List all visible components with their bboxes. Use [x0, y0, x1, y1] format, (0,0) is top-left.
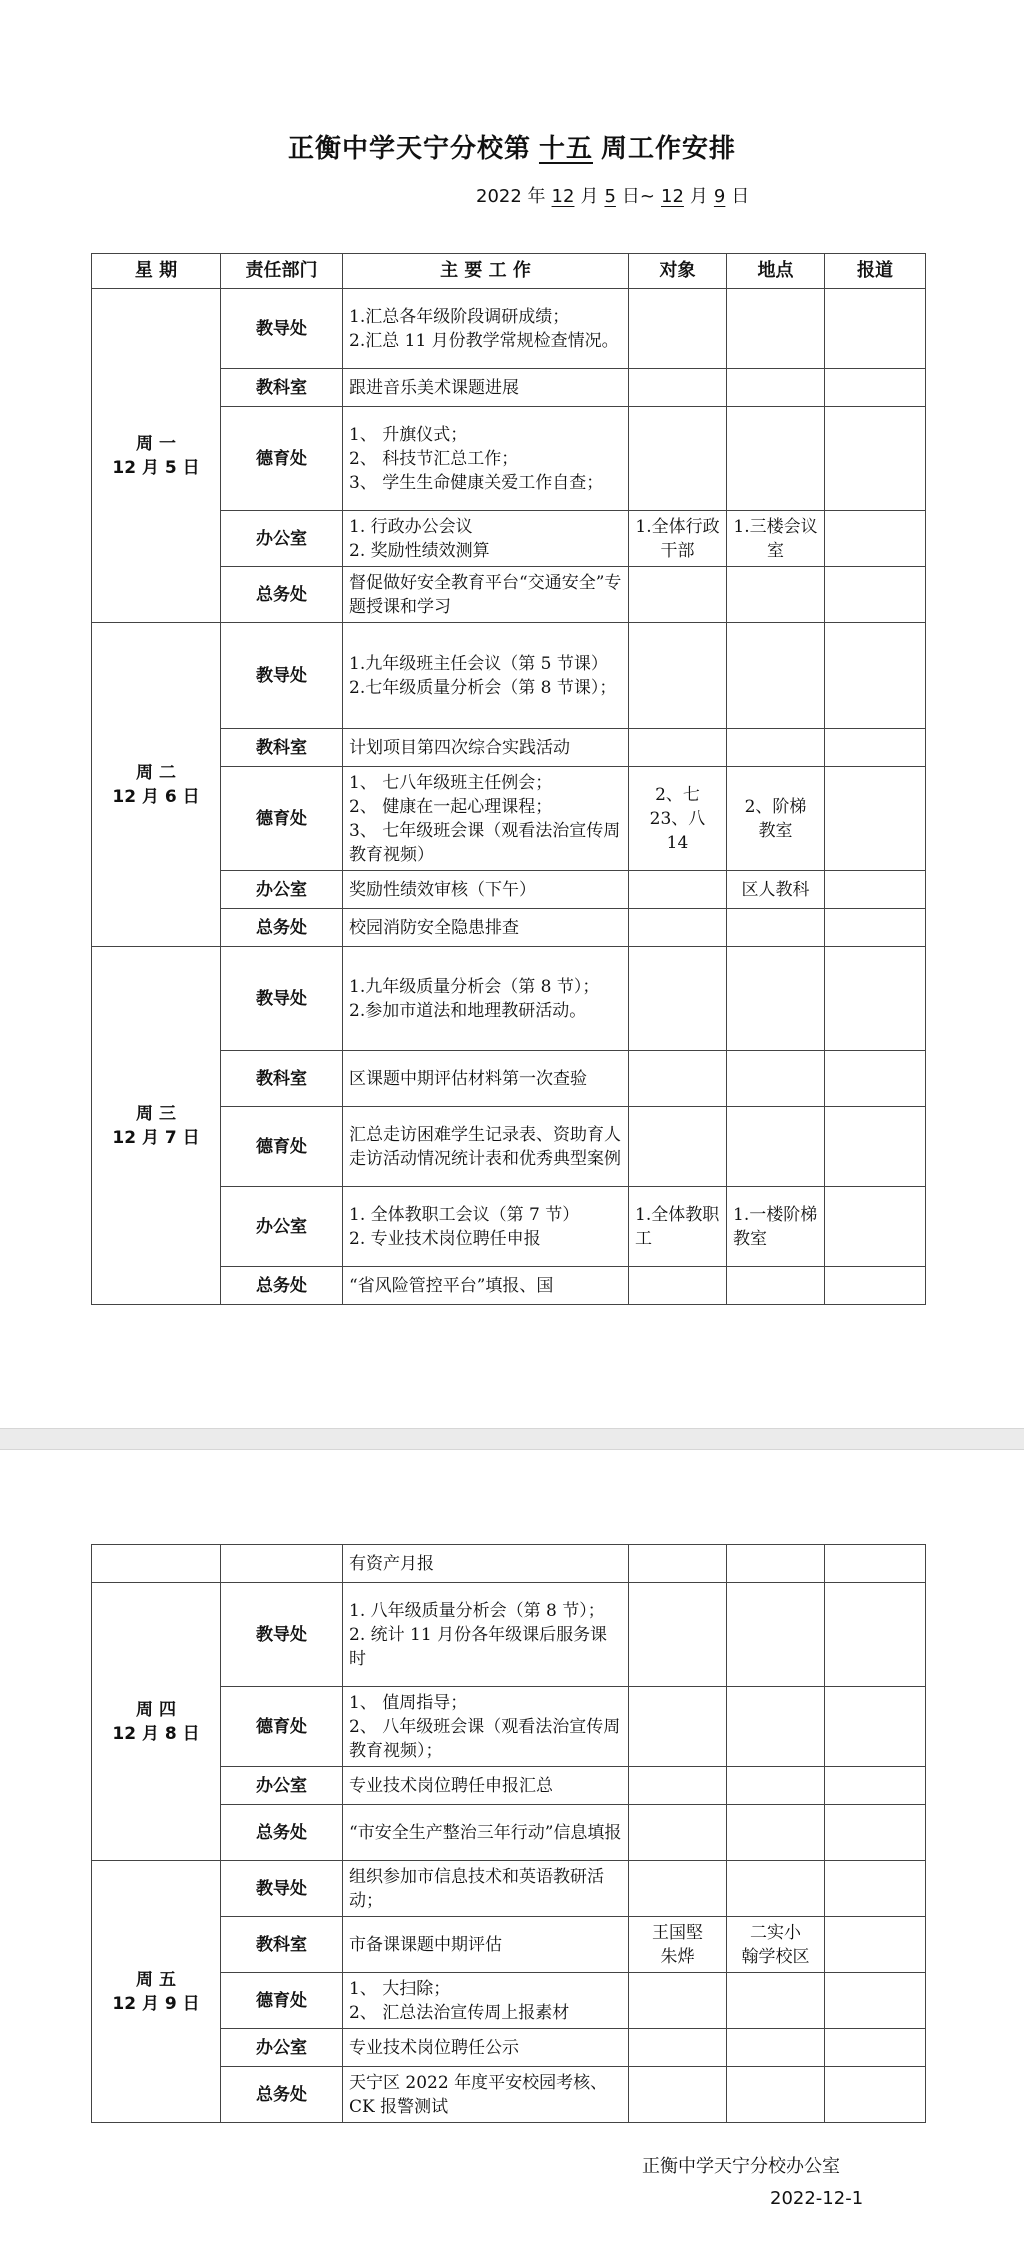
target-cell: [629, 871, 727, 909]
day-cell-friday: 周 五 12 月 9 日: [92, 1861, 221, 2123]
place-cell: [727, 1861, 825, 1917]
place-cell: [727, 1267, 825, 1305]
report-cell: [825, 289, 926, 369]
dept-cell: 教导处: [221, 1583, 343, 1687]
report-cell: [825, 909, 926, 947]
place-cell: [727, 947, 825, 1051]
table-row: [92, 1861, 926, 1917]
day-cell: [92, 1545, 221, 1583]
report-cell: [825, 1767, 926, 1805]
work-cell: 区课题中期评估材料第一次查验: [343, 1051, 629, 1107]
place-cell: [727, 2029, 825, 2067]
report-cell: [825, 369, 926, 407]
target-cell: [629, 369, 727, 407]
place-cell: [727, 407, 825, 511]
target-cell: [629, 1107, 727, 1187]
target-cell: [629, 567, 727, 623]
dept-cell: 办公室: [221, 2029, 343, 2067]
target-cell: [629, 289, 727, 369]
dept-cell: 德育处: [221, 1973, 343, 2029]
target-cell: [629, 1767, 727, 1805]
table-header-row: [92, 254, 926, 289]
work-cell: 市备课课题中期评估: [343, 1917, 629, 1973]
dept-cell: 办公室: [221, 511, 343, 567]
work-cell: 1.九年级班主任会议（第 5 节课） 2.七年级质量分析会（第 8 节课）；: [343, 623, 629, 729]
report-cell: [825, 729, 926, 767]
work-cell: 1、 大扫除； 2、 汇总法治宣传周上报素材: [343, 1973, 629, 2029]
dept-cell: 教导处: [221, 623, 343, 729]
target-cell: [629, 2067, 727, 2123]
dept-cell: 德育处: [221, 407, 343, 511]
report-cell: [825, 1051, 926, 1107]
dept-cell: 教导处: [221, 947, 343, 1051]
work-cell: 计划项目第四次综合实践活动: [343, 729, 629, 767]
end-day: 9: [713, 186, 726, 207]
table-row: [92, 289, 926, 369]
target-cell: [629, 2029, 727, 2067]
report-cell: [825, 947, 926, 1051]
column-header: 星 期: [92, 254, 221, 289]
place-cell: [727, 1973, 825, 2029]
place-cell: [727, 1767, 825, 1805]
dept-cell: [221, 1545, 343, 1583]
day-cell-tuesday: 周 二 12 月 6 日: [92, 623, 221, 947]
table-row: [92, 947, 926, 1051]
report-cell: [825, 1917, 926, 1973]
work-cell: 校园消防安全隐患排查: [343, 909, 629, 947]
place-cell: [727, 729, 825, 767]
dept-cell: 教科室: [221, 1051, 343, 1107]
place-cell: [727, 1583, 825, 1687]
work-cell: 专业技术岗位聘任申报汇总: [343, 1767, 629, 1805]
work-cell: 1.九年级质量分析会（第 8 节）； 2.参加市道法和地理教研活动。: [343, 947, 629, 1051]
report-cell: [825, 511, 926, 567]
report-cell: [825, 1583, 926, 1687]
target-cell: [629, 1267, 727, 1305]
dept-cell: 总务处: [221, 567, 343, 623]
report-cell: [825, 2029, 926, 2067]
target-cell: [629, 1973, 727, 2029]
dept-cell: 教科室: [221, 729, 343, 767]
place-cell: [727, 2067, 825, 2123]
dept-cell: 教导处: [221, 1861, 343, 1917]
report-cell: [825, 407, 926, 511]
target-cell: [629, 947, 727, 1051]
target-cell: [629, 1583, 727, 1687]
place-cell: [727, 1051, 825, 1107]
end-month: 12: [661, 186, 684, 207]
work-cell: “市安全生产整治三年行动”信息填报: [343, 1805, 629, 1861]
dept-cell: 总务处: [221, 909, 343, 947]
report-cell: [825, 767, 926, 871]
column-header: 主 要 工 作: [343, 254, 629, 289]
dept-cell: 总务处: [221, 2067, 343, 2123]
work-cell: 督促做好安全教育平台“交通安全”专题授课和学习: [343, 567, 629, 623]
page-separator: [0, 1428, 1024, 1450]
start-day: 5: [604, 186, 616, 207]
work-cell: 跟进音乐美术课题进展: [343, 369, 629, 407]
dept-cell: 教科室: [221, 369, 343, 407]
target-cell: 1.全体教职工: [629, 1187, 727, 1267]
place-cell: [727, 1545, 825, 1583]
table-row: [92, 1583, 926, 1687]
target-cell: [629, 407, 727, 511]
place-cell: 2、阶梯 教室: [727, 767, 825, 871]
work-cell: 1.汇总各年级阶段调研成绩； 2.汇总 11 月份教学常规检查情况。: [343, 289, 629, 369]
target-cell: [629, 909, 727, 947]
work-cell: “省风险管控平台”填报、国: [343, 1267, 629, 1305]
target-cell: 王国堅 朱烨: [629, 1917, 727, 1973]
report-cell: [825, 1805, 926, 1861]
page-title: 正衡中学天宁分校第 十五 周工作安排: [287, 134, 737, 164]
work-cell: 1、 升旗仪式； 2、 科技节汇总工作； 3、 学生生命健康关爱工作自查；: [343, 407, 629, 511]
work-cell: 1、 值周指导； 2、 八年级班会课（观看法治宣传周教育视频）；: [343, 1687, 629, 1767]
target-cell: [629, 1545, 727, 1583]
dept-cell: 办公室: [221, 871, 343, 909]
week-number: 十五: [538, 134, 593, 164]
target-cell: [629, 623, 727, 729]
target-cell: [629, 729, 727, 767]
target-cell: 2、七 23、八 14: [629, 767, 727, 871]
dept-cell: 德育处: [221, 1107, 343, 1187]
place-cell: [727, 1107, 825, 1187]
work-cell: 组织参加市信息技术和英语教研活动；: [343, 1861, 629, 1917]
target-cell: 1.全体行政干部: [629, 511, 727, 567]
place-cell: [727, 909, 825, 947]
place-cell: 区人教科: [727, 871, 825, 909]
dept-cell: 德育处: [221, 1687, 343, 1767]
day-cell-wednesday: 周 三 12 月 7 日: [92, 947, 221, 1305]
column-header: 地点: [727, 254, 825, 289]
dept-cell: 教科室: [221, 1917, 343, 1973]
dept-cell: 教导处: [221, 289, 343, 369]
report-cell: [825, 1267, 926, 1305]
place-cell: [727, 1687, 825, 1767]
report-cell: [825, 1973, 926, 2029]
place-cell: 1.一楼阶梯教室: [727, 1187, 825, 1267]
dept-cell: 办公室: [221, 1187, 343, 1267]
place-cell: 二实小 翰学校区: [727, 1917, 825, 1973]
work-cell: 1. 行政办公会议 2. 奖励性绩效测算: [343, 511, 629, 567]
target-cell: [629, 1805, 727, 1861]
schedule-table: [91, 253, 926, 1305]
document-page-2: [0, 1450, 1024, 2265]
work-cell: 奖励性绩效审核（下午）: [343, 871, 629, 909]
footer-date: 2022-12-1: [770, 2188, 864, 2209]
dept-cell: 总务处: [221, 1805, 343, 1861]
column-header: 责任部门: [221, 254, 343, 289]
dept-cell: 德育处: [221, 767, 343, 871]
work-cell: 1. 八年级质量分析会（第 8 节）； 2. 统计 11 月份各年级课后服务课时: [343, 1583, 629, 1687]
place-cell: [727, 369, 825, 407]
work-cell: 1. 全体教职工会议（第 7 节） 2. 专业技术岗位聘任申报: [343, 1187, 629, 1267]
report-cell: [825, 2067, 926, 2123]
date-range: 2022 年 12 月 5 日~ 12 月 9 日: [476, 186, 750, 207]
start-month: 12: [551, 186, 575, 207]
report-cell: [825, 1861, 926, 1917]
work-cell: 专业技术岗位聘任公示: [343, 2029, 629, 2067]
table-row: [92, 1545, 926, 1583]
report-cell: [825, 1687, 926, 1767]
column-header: 对象: [629, 254, 727, 289]
report-cell: [825, 1107, 926, 1187]
schedule-table-continued: [91, 1544, 926, 2123]
footer-office: 正衡中学天宁分校办公室: [642, 2156, 840, 2177]
dept-cell: 总务处: [221, 1267, 343, 1305]
work-cell: 汇总走访困难学生记录表、资助育人走访活动情况统计表和优秀典型案例: [343, 1107, 629, 1187]
target-cell: [629, 1861, 727, 1917]
place-cell: [727, 1805, 825, 1861]
report-cell: [825, 1187, 926, 1267]
day-cell-monday: 周 一 12 月 5 日: [92, 289, 221, 623]
report-cell: [825, 1545, 926, 1583]
column-header: 报道: [825, 254, 926, 289]
target-cell: [629, 1687, 727, 1767]
target-cell: [629, 1051, 727, 1107]
report-cell: [825, 623, 926, 729]
work-cell: 1、 七八年级班主任例会； 2、 健康在一起心理课程； 3、 七年级班会课（观看法治宣传周教育视频）: [343, 767, 629, 871]
place-cell: 1.三楼会议室: [727, 511, 825, 567]
dept-cell: 办公室: [221, 1767, 343, 1805]
day-cell-thursday: 周 四 12 月 8 日: [92, 1583, 221, 1861]
work-cell: 天宁区 2022 年度平安校园考核、CK 报警测试: [343, 2067, 629, 2123]
work-cell: 有资产月报: [343, 1545, 629, 1583]
place-cell: [727, 623, 825, 729]
report-cell: [825, 567, 926, 623]
table-row: [92, 623, 926, 729]
report-cell: [825, 871, 926, 909]
place-cell: [727, 289, 825, 369]
place-cell: [727, 567, 825, 623]
